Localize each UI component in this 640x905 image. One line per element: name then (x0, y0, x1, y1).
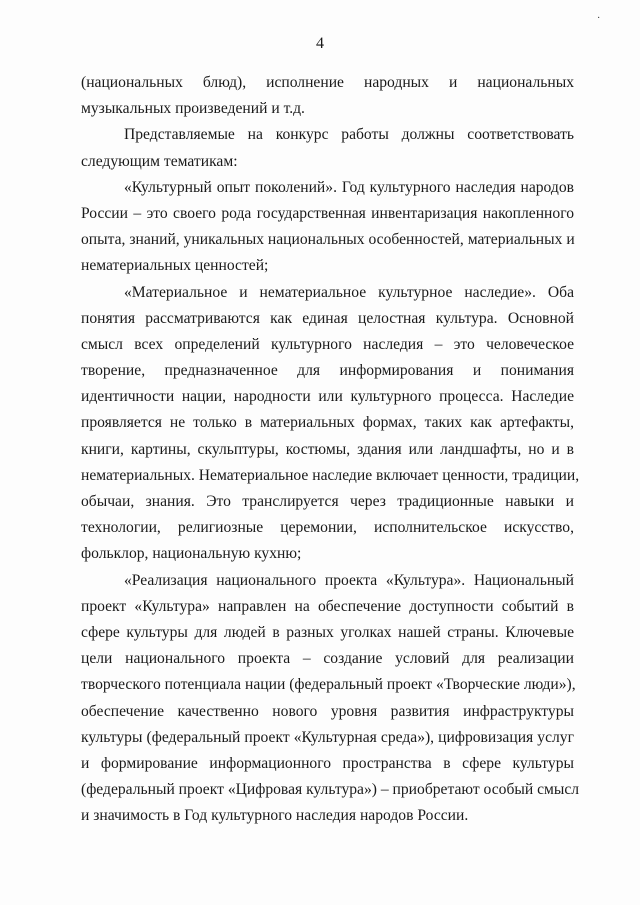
text-line: и значимость в Год культурного наследия народов России. (81, 807, 469, 825)
text-line: проект «Культура» направлен на обеспечение доступности событий в (81, 597, 574, 615)
body-text (81, 70, 580, 829)
text-line: книги, картины, скульптуры, костюмы, здания или ландшафты, но и в (81, 440, 574, 458)
page-number: 4 (316, 35, 324, 52)
text-line: опыта, знаний, уникальных национальных особенностей, материальных и (81, 231, 575, 249)
text-line: Представляемые на конкурс работы должны соответствовать (124, 126, 574, 144)
text-line: (федеральный проект «Цифровая культура») – приобретают особый смысл (81, 781, 580, 799)
text-line: культуры (федеральный проект «Культурная среда»), цифровизация услуг (81, 728, 574, 746)
text-line: «Культурный опыт поколений». Год культурного наследия народов (124, 178, 574, 196)
text-line: сфере культуры для людей в разных уголках нашей страны. Ключевые (81, 623, 574, 641)
text-line: технологии, религиозные церемонии, исполнительское искусство, (81, 519, 574, 537)
text-line: музыкальных произведений и т.д. (81, 100, 305, 118)
paragraph (81, 122, 574, 174)
text-line: России – это своего рода государственная инвентаризация накопленного (81, 204, 574, 222)
text-line: творческого потенциала нации (федеральный проект «Творческие люди»), (81, 676, 576, 694)
text-line: цели национального проекта – создание условий для реализации (81, 650, 574, 668)
text-line: следующим тематикам: (81, 152, 238, 170)
text-line: нематериальных ценностей; (81, 257, 269, 275)
text-line: смысл всех определений культурного наследия – это человеческое (81, 335, 574, 353)
text-line: фольклор, национальную кухню; (81, 545, 302, 563)
text-line: идентичности нации, народности или культурного процесса. Наследие (81, 388, 574, 406)
text-line: проявляется не только в материальных формах, таких как артефакты, (81, 414, 574, 432)
paragraph (81, 70, 574, 122)
paragraph (81, 280, 580, 568)
paragraph (81, 568, 580, 830)
text-line: обычаи, знания. Это транслируется через традиционные навыки и (81, 493, 574, 510)
text-line: «Материальное и нематериальное культурное наследие». Оба (124, 283, 574, 301)
text-line: нематериальных. Нематериальное наследие включает ценности, традиции, (81, 466, 580, 484)
corner-mark: · (597, 13, 601, 24)
text-line: обеспечение качественно нового уровня развития инфраструктуры (81, 702, 574, 720)
text-line: «Реализация национального проекта «Культура». Национальный (124, 571, 574, 589)
text-line: понятия рассматриваются как единая целостная культура. Основной (81, 309, 574, 327)
paragraph (81, 175, 574, 280)
text-line: и формирование информационного пространства в сфере культуры (81, 754, 574, 772)
text-line: (национальных блюд), исполнение народных и национальных (81, 74, 574, 91)
text-line: творение, предназначенное для информирования и понимания (81, 362, 574, 380)
